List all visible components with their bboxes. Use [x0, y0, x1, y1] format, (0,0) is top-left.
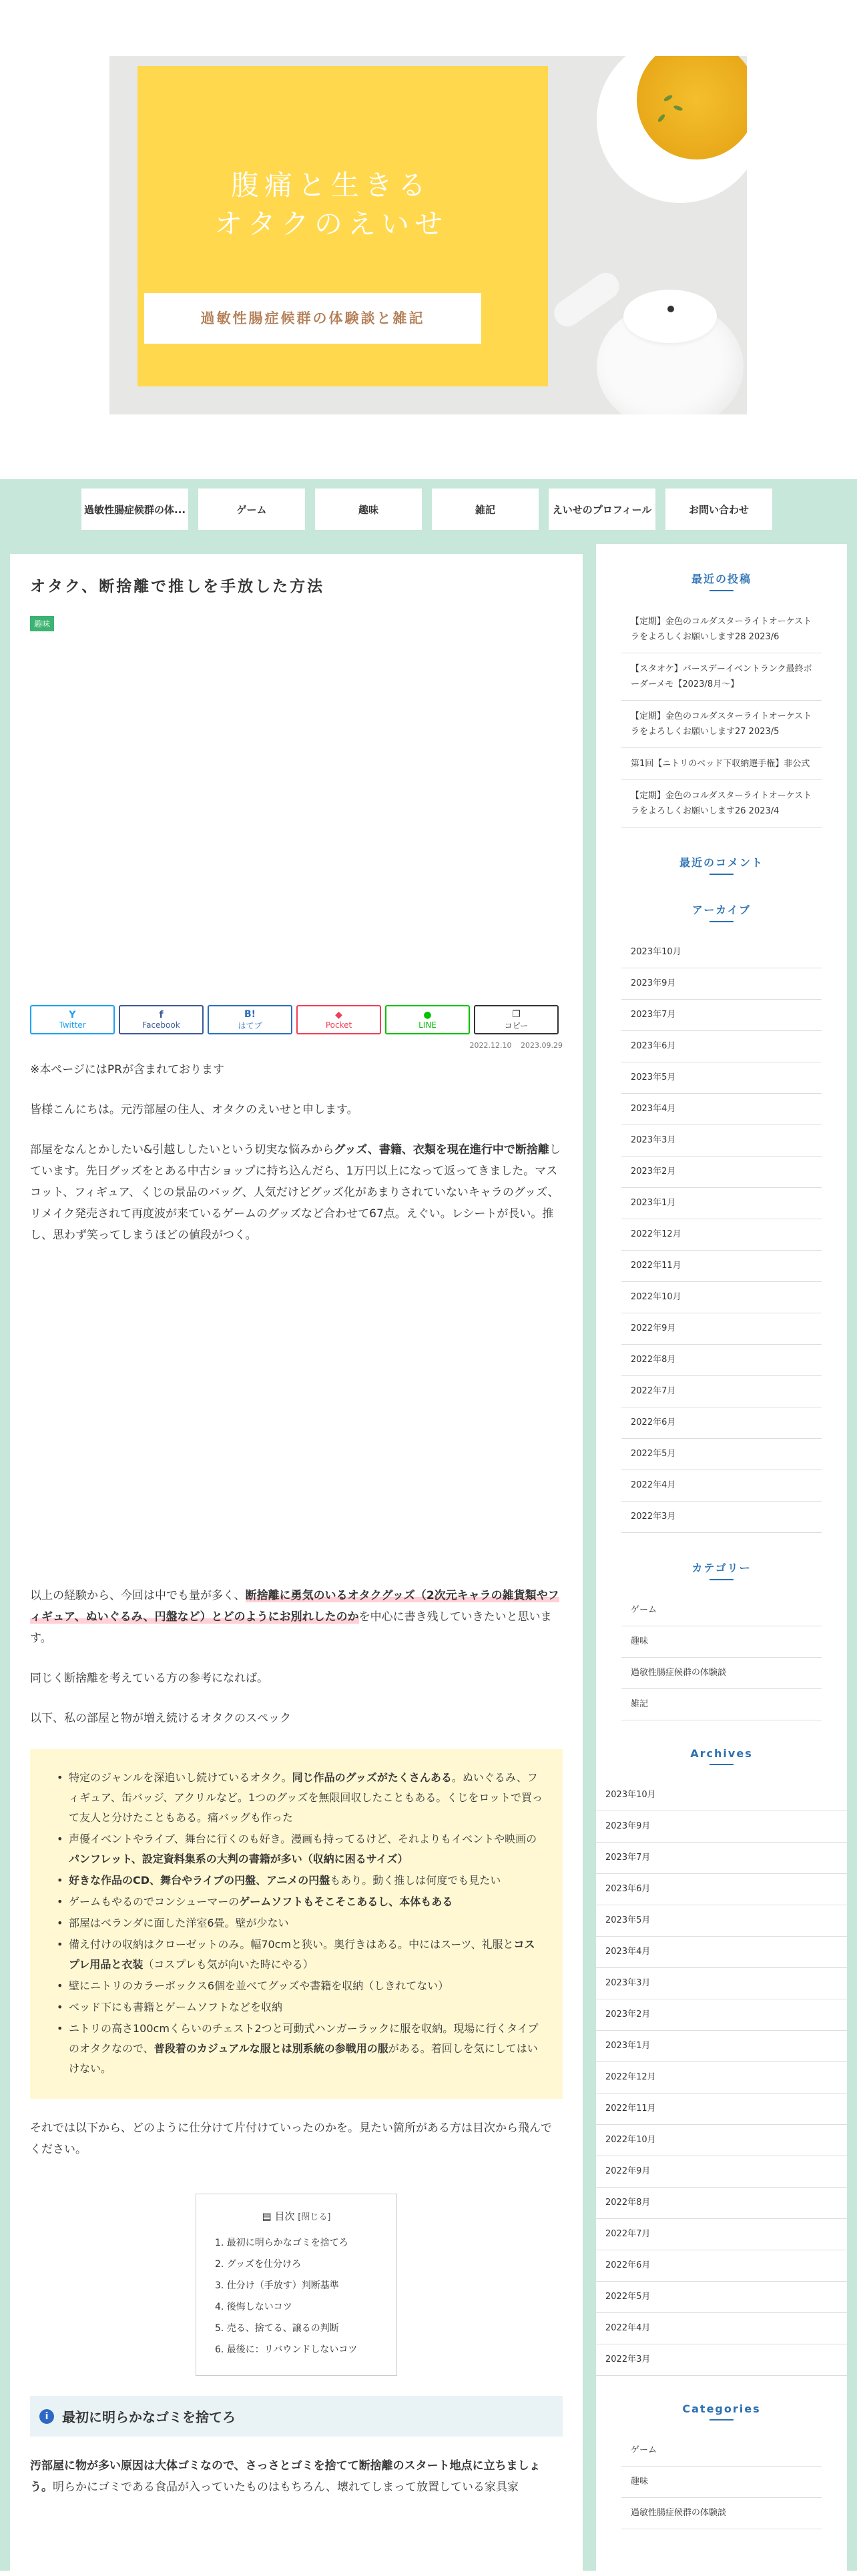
nav-item-profile[interactable]: えいせのプロフィール — [549, 489, 655, 530]
archive-link[interactable]: 2022年5月 — [596, 2282, 847, 2313]
ad-placeholder — [30, 1246, 563, 1566]
archive-link[interactable]: 2023年3月 — [621, 1125, 822, 1157]
recent-post-link[interactable]: 【定期】金色のコルダスターライトオーケストラをよろしくお願いします28 2023/6 — [621, 606, 822, 653]
archive-link[interactable]: 2022年3月 — [621, 1502, 822, 1533]
spec-item: • ニトリの高さ100cmくらいのチェスト2つと可動式ハンガーラックに服を収納。現場に行くタイプのオタクなので、普段着のカジュアルな服とは別系統の参戦用の服がある。着回しを気にしてはいけない。 — [57, 2019, 545, 2079]
category-link[interactable]: ゲーム — [621, 2435, 822, 2467]
recent-comments-widget — [621, 854, 822, 875]
share-icon: B! — [244, 1008, 256, 1020]
widget-title: Categories — [621, 2402, 822, 2421]
archive-link[interactable]: 2023年2月 — [596, 1999, 847, 2031]
archive-link[interactable]: 2022年4月 — [621, 1470, 822, 1502]
nav-item-contact[interactable]: お問い合わせ — [665, 489, 772, 530]
greeting: 皆様こんにちは。元汚部屋の住人、オタクのえいせと申します。 — [30, 1103, 358, 1116]
archive-link[interactable]: 2022年12月 — [621, 1219, 822, 1251]
category-link[interactable]: 過敏性腸症候群の体験談 — [621, 1658, 822, 1689]
recent-post-link[interactable]: 第1回【ニトリのベッド下収納選手権】非公式 — [621, 748, 822, 780]
updated-date: 2023.09.29 — [521, 1041, 563, 1050]
share-button-0[interactable] — [30, 1005, 115, 1034]
share-button-3[interactable] — [296, 1005, 381, 1034]
nav-item-misc[interactable]: 雑記 — [432, 489, 539, 530]
recent-post-link[interactable]: 【スタオケ】バースデーイベントランク最終ボーダーメモ【2023/8月〜】 — [621, 653, 822, 701]
category-link[interactable]: 趣味 — [621, 2467, 822, 2498]
toc-intro: それでは以下から、どのように仕分けて片付けていったのかを。見たい箇所がある方は目次から飛んでください。 — [30, 2122, 552, 2156]
toc-item[interactable]: 4. 後悔しないコツ — [215, 2302, 292, 2312]
share-icon: f — [159, 1010, 164, 1020]
banner-subtitle: 過敏性腸症候群の体験談と雑記 — [144, 293, 481, 344]
recent-posts-widget — [621, 571, 822, 828]
spec-item: • ゲームもやるのでコンシューマーのゲームソフトもそこそこあるし、本体もある — [57, 1892, 545, 1912]
intro-paragraph: 部屋をなんとかしたい&引越ししたいという切実な悩みからグッズ、書籍、衣類を現在進行中で断捨離しています。先日グッズをとある中古ショップに持ち込んだら、1万円以上になって返ってきました。マスコット、フィギュア、くじの景品のバッグ、人気だけどグッズ化があまりされていないキャラのグッズ、リメイク発売されて再度波が来ているゲームのグッズなど合わせて67点。えぐい。レシートが長い。推し、思わず笑ってしまうほどの値段がつく。 — [30, 1143, 561, 1242]
toc-item[interactable]: 1. 最初に明らかなゴミを捨てろ — [215, 2238, 348, 2248]
article — [10, 554, 583, 2576]
share-label: はてブ — [238, 1020, 262, 1030]
toc-list — [215, 2232, 378, 2360]
archive-link[interactable]: 2023年4月 — [621, 1094, 822, 1125]
archive-link[interactable]: 2023年3月 — [596, 1968, 847, 1999]
archive-link[interactable]: 2022年8月 — [621, 1345, 822, 1376]
share-icon: ◆ — [335, 1010, 342, 1020]
archive-link[interactable]: 2023年1月 — [596, 2031, 847, 2062]
share-label: LINE — [418, 1020, 437, 1030]
share-icon: ❐ — [512, 1008, 521, 1020]
archive-link[interactable]: 2023年5月 — [621, 1062, 822, 1094]
archive-link[interactable]: 2023年5月 — [596, 1905, 847, 1937]
info-icon: i — [39, 2409, 54, 2424]
spec-item: • 好きな作品のCD、舞台やライブの円盤、アニメの円盤もあり。動く推しは何度でも見たい — [57, 1871, 545, 1891]
share-buttons — [30, 1005, 563, 1034]
spec-item: • ベッド下にも書籍とゲームソフトなどを収納 — [57, 1997, 545, 2017]
section-paragraph: 汚部屋に物が多い原因は大体ゴミなので、さっさとゴミを捨てて断捨離のスタート地点に立ちましょう。明らかにゴミである食品が入っていたものはもちろん、壊れてしまって放置している家具家 — [30, 2459, 541, 2494]
share-label: Pocket — [325, 1020, 352, 1030]
archive-link[interactable]: 2022年9月 — [621, 1313, 822, 1345]
share-button-4[interactable] — [385, 1005, 470, 1034]
header-banner[interactable] — [109, 56, 747, 414]
reference-paragraph: 同じく断捨離を考えている方の参考になれば。 — [30, 1672, 268, 1685]
archive-link[interactable]: 2022年10月 — [596, 2125, 847, 2156]
archive-link[interactable]: 2023年4月 — [596, 1937, 847, 1968]
published-date: 2022.12.10 — [469, 1041, 512, 1050]
widget-title: 最近のコメント — [621, 854, 822, 875]
banner-title — [137, 166, 525, 244]
category-link[interactable]: ゲーム — [621, 1595, 822, 1626]
share-label: Facebook — [142, 1020, 180, 1030]
category-link[interactable]: 過敏性腸症候群の体験談 — [621, 2498, 822, 2529]
widget-title: 最近の投稿 — [621, 571, 822, 591]
nav-item-game[interactable]: ゲーム — [198, 489, 305, 530]
archive-link[interactable]: 2023年2月 — [621, 1157, 822, 1188]
archive-link[interactable]: 2022年10月 — [621, 1282, 822, 1313]
toc-item[interactable]: 5. 売る、捨てる、譲るの判断 — [215, 2323, 339, 2334]
archives-en-widget — [596, 1747, 847, 2376]
archive-link[interactable]: 2022年12月 — [596, 2062, 847, 2094]
entry-title: オタク、断捨離で推しを手放した方法 — [30, 578, 325, 595]
section-heading: i 最初に明らかなゴミを捨てろ — [30, 2396, 563, 2437]
categories-en-widget — [621, 2402, 822, 2529]
widget-title: Archives — [596, 1747, 847, 1765]
archive-link[interactable]: 2023年10月 — [621, 937, 822, 968]
recent-post-link[interactable]: 【定期】金色のコルダスターライトオーケストラをよろしくお願いします26 2023/4 — [621, 780, 822, 828]
archive-link[interactable]: 2022年9月 — [596, 2156, 847, 2188]
eyecatch-placeholder — [30, 631, 563, 1005]
table-of-contents — [196, 2194, 397, 2376]
archive-link[interactable]: 2023年1月 — [621, 1188, 822, 1219]
archive-link[interactable]: 2023年6月 — [621, 1031, 822, 1062]
category-widget — [621, 1560, 822, 1720]
toc-toggle[interactable]: [閉じる] — [298, 2212, 331, 2222]
spec-item: • 壁にニトリのカラーボックス6個を並べてグッズや書籍を収納（しきれてない） — [57, 1976, 545, 1996]
share-icon: ● — [423, 1010, 432, 1020]
toc-item[interactable]: 3. 仕分け（手放す）判断基準 — [215, 2280, 339, 2291]
archive-link[interactable]: 2022年4月 — [596, 2313, 847, 2344]
share-button-1[interactable] — [119, 1005, 204, 1034]
category-badge[interactable]: 趣味 — [30, 616, 54, 631]
pr-notice: ※本ページにはPRが含まれております — [30, 1063, 224, 1076]
category-link[interactable]: 雑記 — [621, 1689, 822, 1720]
archive-link[interactable]: 2022年11月 — [621, 1251, 822, 1282]
recent-post-link[interactable]: 【定期】金色のコルダスターライトオーケストラをよろしくお願いします27 2023/5 — [621, 701, 822, 748]
widget-title: アーカイブ — [621, 902, 822, 922]
spec-item: • 特定のジャンルを深追いし続けているオタク。同じ作品のグッズがたくさんある。ぬいぐるみ、フィギュア、缶バッジ、アクリルなど。1つのグッズを無限回収したこともある。くじをロットで買って友人と分けたこともある。痛バッグも作った — [57, 1768, 545, 1828]
archive-link[interactable]: 2022年7月 — [621, 1376, 822, 1407]
teacup-image — [597, 56, 747, 203]
archive-link[interactable]: 2022年6月 — [621, 1407, 822, 1439]
spec-box — [30, 1749, 563, 2099]
site-header — [0, 0, 857, 479]
share-label: コピー — [504, 1020, 529, 1030]
archive-link[interactable]: 2022年5月 — [621, 1439, 822, 1470]
archive-link[interactable]: 2022年7月 — [596, 2219, 847, 2250]
toc-item[interactable]: 2. グッズを仕分けろ — [215, 2259, 302, 2270]
spec-list — [57, 1768, 545, 2079]
share-label: Twitter — [59, 1020, 86, 1030]
share-icon: Y — [69, 1010, 76, 1020]
toc-title: ▤ 目次 [閉じる] — [262, 2210, 331, 2222]
toc-item[interactable]: 6. 最後に：リバウンドしないコツ — [215, 2344, 358, 2355]
banner-title-line1: 腹痛と生きる — [230, 169, 431, 202]
banner-title-line2: オタクのえいせ — [214, 208, 448, 240]
category-link[interactable]: 趣味 — [621, 1626, 822, 1658]
archive-link[interactable]: 2023年10月 — [596, 1780, 847, 1811]
archive-widget — [621, 902, 822, 1533]
site-body — [0, 479, 857, 2571]
spec-intro: 以下、私の部屋と物が増え続けるオタクのスペック — [30, 1712, 291, 1725]
archive-link[interactable]: 2022年8月 — [596, 2188, 847, 2219]
archive-link[interactable]: 2023年9月 — [596, 1811, 847, 1843]
archive-link[interactable]: 2022年6月 — [596, 2250, 847, 2282]
archive-link[interactable]: 2023年7月 — [596, 1843, 847, 1874]
purpose-paragraph: 以上の経験から、今回は中でも量が多く、断捨離に勇気のいるオタクグッズ（2次元キャラの雑貨類やフィギュア、ぬいぐるみ、円盤など）とどのようにお別れしたのかを中心に書き残していきたいと思います。 — [30, 1589, 559, 1645]
banner-panel — [137, 66, 548, 386]
archive-link[interactable]: 2023年9月 — [621, 968, 822, 1000]
archive-link[interactable]: 2023年7月 — [621, 1000, 822, 1031]
widget-title: カテゴリー — [621, 1560, 822, 1580]
archive-link[interactable]: 2022年11月 — [596, 2094, 847, 2125]
archive-link[interactable]: 2022年3月 — [596, 2344, 847, 2376]
spec-item: • 備え付けの収納はクローゼットのみ。幅70cmと狭い。奥行きはある。中にはスーツ、礼服とコスプレ用品と衣装（コスプレも気が向いた時にやる） — [57, 1935, 545, 1975]
nav-item-hobby[interactable]: 趣味 — [315, 489, 422, 530]
global-nav — [81, 489, 772, 530]
nav-item-ibs[interactable]: 過敏性腸症候群の体... — [81, 489, 188, 530]
share-button-2[interactable] — [208, 1005, 292, 1034]
post-dates — [30, 1041, 563, 1050]
list-icon: ▤ — [262, 2210, 275, 2222]
spec-item: • 部屋はベランダに面した洋室6畳。壁が少ない — [57, 1913, 545, 1933]
spec-item: • 声優イベントやライブ、舞台に行くのも好き。漫画も持ってるけど、それよりもイベントや映画のパンフレット、設定資料集系の大判の書籍が多い（収納に困るサイズ） — [57, 1829, 545, 1869]
sidebar — [596, 544, 847, 2571]
teapot-image — [570, 236, 724, 414]
share-button-5[interactable] — [474, 1005, 559, 1034]
archive-link[interactable]: 2023年6月 — [596, 1874, 847, 1905]
